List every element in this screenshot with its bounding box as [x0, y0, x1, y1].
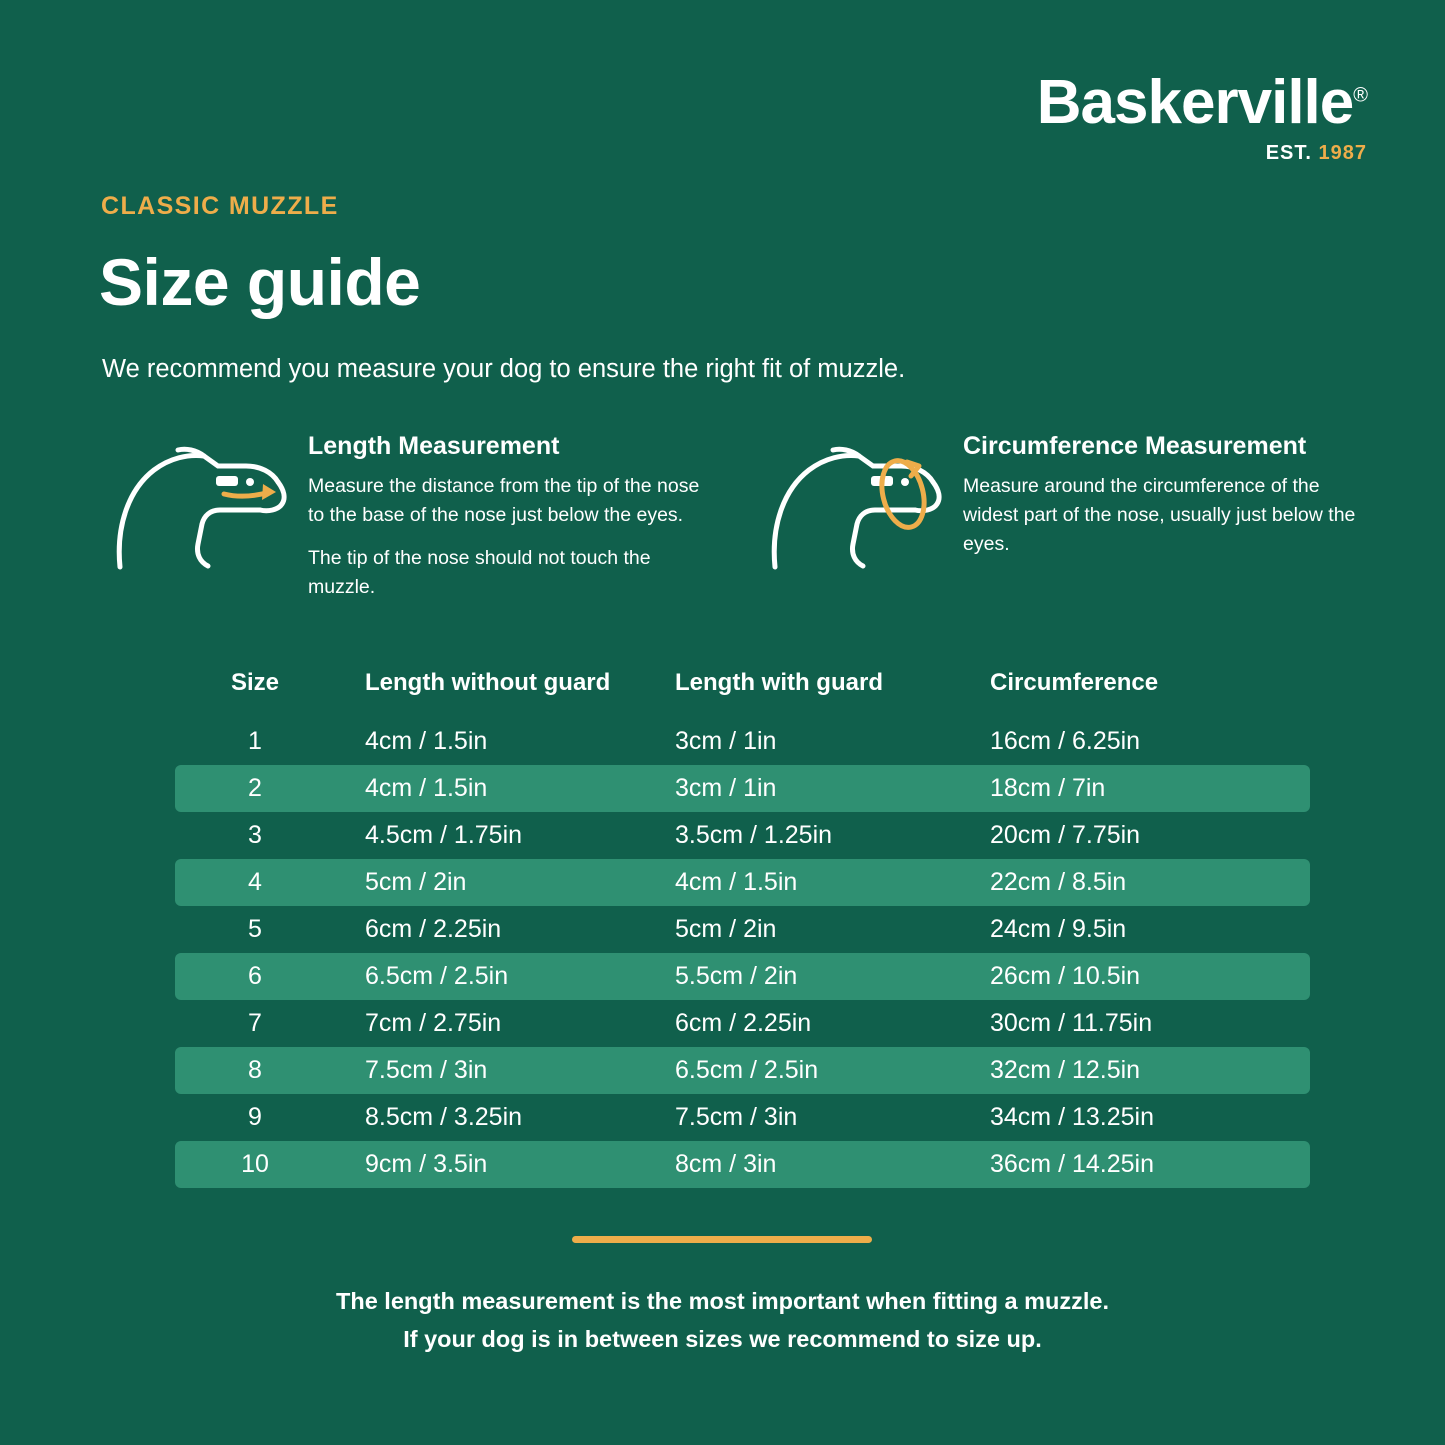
cell-circumference: 32cm / 12.5in — [990, 1056, 1141, 1084]
cell-length-without-guard: 7cm / 2.75in — [365, 1009, 502, 1037]
table-row — [175, 906, 1310, 953]
measurement-panels — [100, 430, 1362, 601]
length-panel-text-1: Measure the distance from the tip of the nose to the base of the nose just below the eyes. — [308, 475, 700, 526]
page-title: Size guide — [99, 245, 421, 319]
column-header-length-without-guard: Length without guard — [365, 669, 611, 696]
brand-name — [1036, 68, 1367, 137]
dog-head-circumference-icon — [755, 430, 947, 601]
brand-est-year: 1987 — [1318, 142, 1367, 164]
length-panel-text-2: The tip of the nose should not touch the muzzle. — [308, 546, 651, 598]
cell-circumference: 22cm / 8.5in — [990, 868, 1127, 896]
cell-length-without-guard: 4cm / 1.5in — [365, 727, 488, 755]
cell-length-with-guard: 7.5cm / 3in — [675, 1103, 798, 1131]
table-row — [175, 859, 1310, 906]
cell-circumference: 34cm / 13.25in — [990, 1103, 1154, 1131]
cell-circumference: 20cm / 7.75in — [990, 821, 1141, 849]
cell-size: 9 — [248, 1103, 262, 1131]
cell-size: 6 — [248, 962, 262, 990]
cell-size: 2 — [248, 774, 262, 802]
cell-length-with-guard: 5cm / 2in — [675, 915, 777, 943]
brand-est-label: EST. — [1265, 142, 1312, 164]
cell-length-without-guard: 8.5cm / 3.25in — [365, 1103, 523, 1131]
length-measurement-panel — [100, 430, 707, 601]
table-row — [175, 1094, 1310, 1141]
table-row — [175, 718, 1310, 765]
cell-circumference: 26cm / 10.5in — [990, 962, 1141, 990]
cell-size: 10 — [241, 1150, 269, 1178]
brand-logo — [1036, 68, 1367, 165]
cell-circumference: 24cm / 9.5in — [990, 915, 1127, 943]
product-category-label: CLASSIC MUZZLE — [101, 192, 339, 220]
cell-length-without-guard: 7.5cm / 3in — [365, 1056, 488, 1084]
cell-length-without-guard: 4cm / 1.5in — [365, 774, 488, 802]
column-header-circumference: Circumference — [990, 669, 1159, 696]
table-row — [175, 953, 1310, 1000]
footer-note-line-1: The length measurement is the most important when fitting a muzzle. — [336, 1288, 1109, 1314]
cell-circumference: 30cm / 11.75in — [990, 1009, 1153, 1037]
table-row — [175, 1141, 1310, 1188]
footer-divider — [572, 1236, 872, 1243]
cell-length-with-guard: 5.5cm / 2in — [675, 962, 798, 990]
dog-head-length-icon — [100, 430, 292, 601]
cell-length-without-guard: 6cm / 2.25in — [365, 915, 502, 943]
cell-size: 5 — [248, 915, 262, 943]
cell-size: 4 — [248, 868, 262, 896]
brand-established — [1037, 142, 1367, 165]
column-header-length-with-guard: Length with guard — [675, 669, 883, 696]
page-subtitle: We recommend you measure your dog to ensure the right fit of muzzle. — [102, 355, 906, 383]
cell-circumference: 36cm / 14.25in — [990, 1150, 1154, 1178]
circumference-measurement-panel — [755, 430, 1362, 601]
cell-length-without-guard: 6.5cm / 2.5in — [365, 962, 509, 990]
cell-size: 3 — [248, 821, 262, 849]
cell-size: 7 — [248, 1009, 262, 1037]
cell-length-without-guard: 4.5cm / 1.75in — [365, 821, 523, 849]
table-header-row — [175, 658, 1310, 708]
registered-trademark-icon: ® — [1353, 84, 1367, 107]
footer-note — [0, 1283, 1445, 1358]
cell-size: 8 — [248, 1056, 262, 1084]
cell-length-with-guard: 3cm / 1in — [675, 774, 777, 802]
table-row — [175, 765, 1310, 812]
table-row — [175, 1000, 1310, 1047]
cell-length-without-guard: 5cm / 2in — [365, 868, 467, 896]
cell-length-with-guard: 3cm / 1in — [675, 727, 777, 755]
size-table — [175, 658, 1310, 1188]
brand-name-text: Baskerville — [1036, 68, 1354, 137]
cell-length-with-guard: 4cm / 1.5in — [675, 868, 798, 896]
footer-note-line-2: If your dog is in between sizes we recommend to size up. — [403, 1325, 1042, 1352]
cell-size: 1 — [248, 727, 262, 755]
circumference-panel-title: Circumference Measurement — [963, 432, 1307, 460]
cell-length-with-guard: 6cm / 2.25in — [675, 1009, 812, 1037]
cell-length-with-guard: 8cm / 3in — [675, 1150, 777, 1178]
table-row — [175, 1047, 1310, 1094]
cell-circumference: 16cm / 6.25in — [990, 727, 1141, 755]
cell-length-with-guard: 3.5cm / 1.25in — [675, 821, 833, 849]
table-row — [175, 812, 1310, 859]
cell-length-without-guard: 9cm / 3.5in — [365, 1150, 488, 1178]
cell-circumference: 18cm / 7in — [990, 774, 1106, 802]
column-header-size: Size — [230, 669, 280, 696]
circumference-panel-text-1: Measure around the circumference of the widest part of the nose, usually just below the eyes. — [963, 475, 1356, 555]
cell-length-with-guard: 6.5cm / 2.5in — [675, 1056, 819, 1084]
length-panel-title: Length Measurement — [308, 432, 560, 460]
